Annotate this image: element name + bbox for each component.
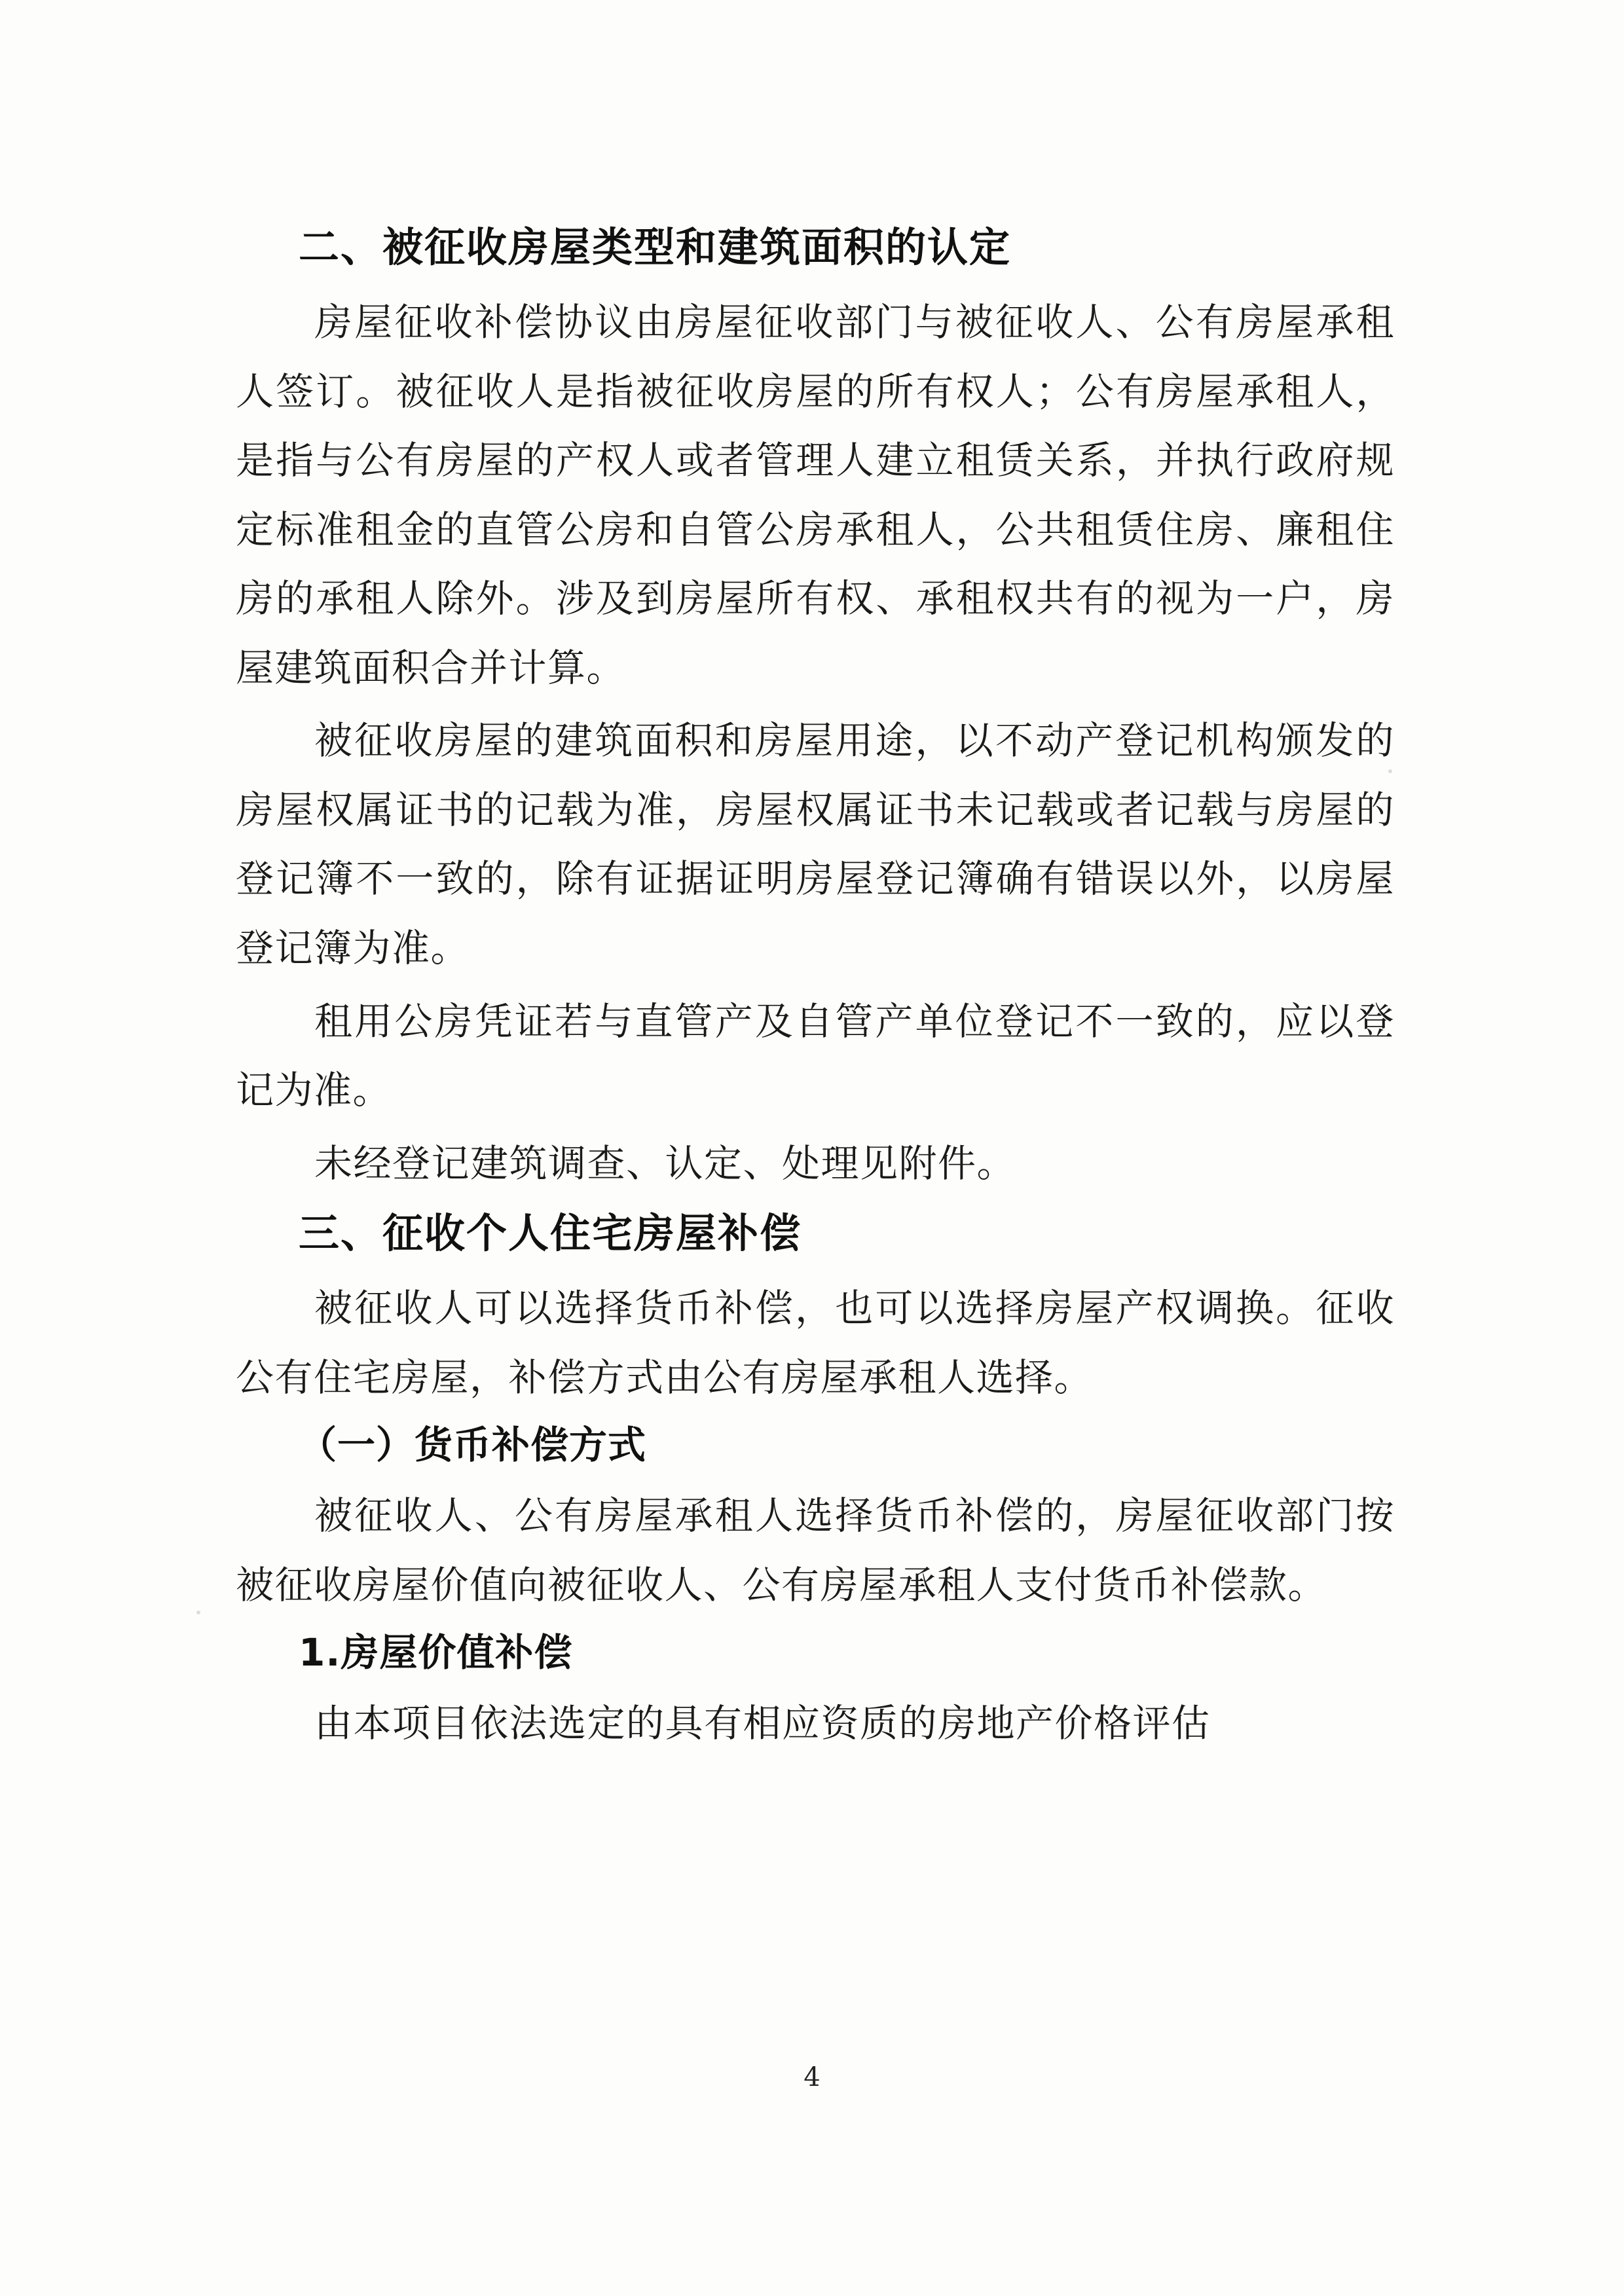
paper-speck	[196, 1611, 200, 1614]
paragraph-5: 被征收人可以选择货币补偿，也可以选择房屋产权调换。征收公有住宅房屋，补偿方式由公有房屋承租人选择。	[236, 1286, 1395, 1400]
paragraph-1: 房屋征收补偿协议由房屋征收部门与被征收人、公有房屋承租人签订。被征收人是指被征收房屋的所有权人；公有房屋承租人，是指与公有房屋的产权人或者管理人建立租赁关系，并执行政府规定标准租金的直管公房和自管公房承租人，公共租赁住房、廉租住房的承租人除外。涉及到房屋所有权、承租权共有的视为一户，房屋建筑面积合并计算。	[236, 300, 1395, 690]
subsection-heading-1: （一）货币补偿方式	[299, 1423, 647, 1468]
paragraph-7: 由本项目依法选定的具有相应资质的房地产价格评估	[314, 1701, 1211, 1746]
paragraph-6: 被征收人、公有房屋承租人选择货币补偿的，房屋征收部门按被征收房屋价值向被征收人、公有房屋承租人支付货币补偿款。	[236, 1493, 1395, 1607]
paragraph-2: 被征收房屋的建筑面积和房屋用途，以不动产登记机构颁发的房屋权属证书的记载为准，房屋权属证书未记载或者记载与房屋的登记簿不一致的，除有证据证明房屋登记簿确有错误以外，以房屋登记簿为准。	[236, 718, 1395, 971]
section-heading-3: 三、征收个人住宅房屋补偿	[299, 1209, 802, 1258]
section-heading-2: 二、被征收房屋类型和建筑面积的认定	[299, 223, 1012, 271]
document-body	[236, 216, 1395, 1762]
subsection-heading-2: 1.房屋价值补偿	[299, 1630, 573, 1675]
paragraph-4: 未经登记建筑调查、认定、处理见附件。	[314, 1140, 1016, 1186]
page-number: 4	[803, 2062, 821, 2092]
paragraph-3: 租用公房凭证若与直管产及自管产单位登记不一致的，应以登记为准。	[236, 998, 1395, 1113]
